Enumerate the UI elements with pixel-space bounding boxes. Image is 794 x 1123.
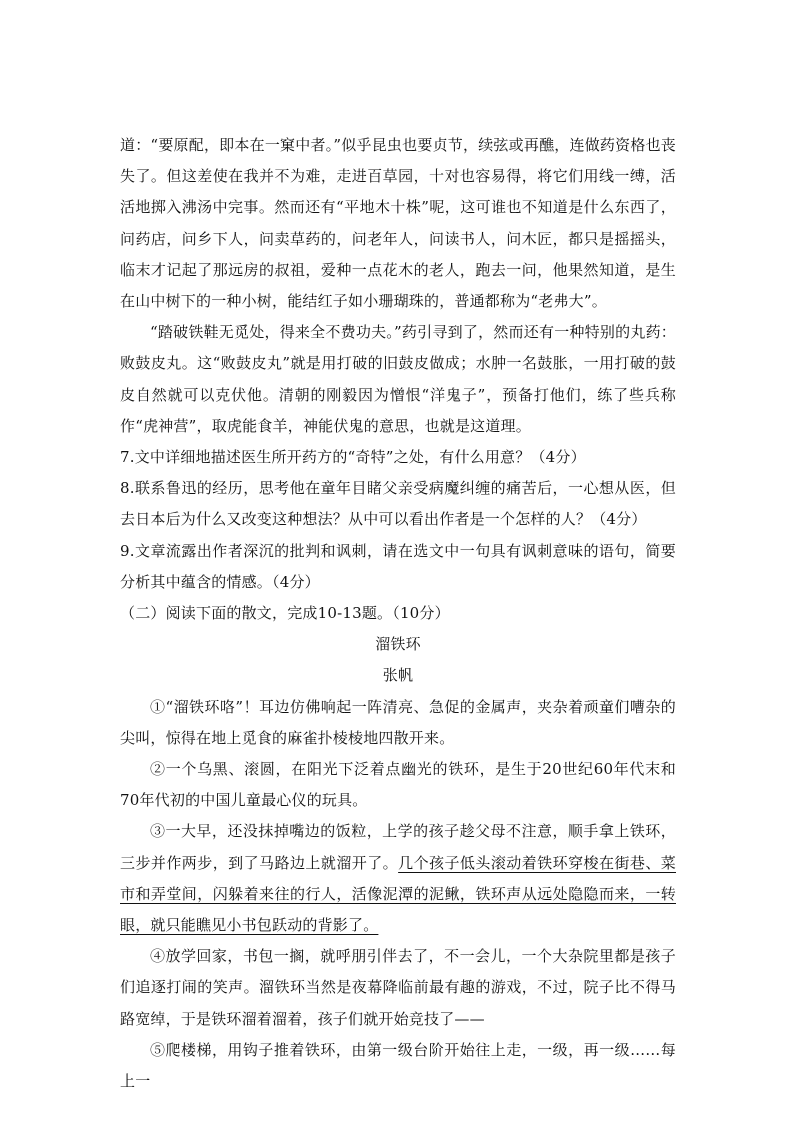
essay-title: 溜铁环: [375, 635, 421, 654]
question-7: 7.文中详细地描述医生所开药方的“奇特”之处，有什么用意？（4分）: [120, 448, 586, 467]
essay-paragraph-2: ②一个乌黑、滚圆，在阳光下泛着点幽光的铁环，是生于20世纪60年代末和70年代初的中国儿童最心仪的玩具。: [120, 760, 676, 810]
page-content: [120, 130, 676, 1097]
question-8: 8.联系鲁迅的经历，思考他在童年目睹父亲受病魔纠缠的痛苦后，一心想从医，但去日本后为什么又改变这种想法？从中可以看出作者是一个怎样的人？（4分）: [120, 479, 676, 529]
essay-paragraph-3-underlined: 几个孩子低头滚动着铁环穿梭在街巷、菜市和弄堂间，闪躲着来往的行人，活像泥潭的泥鳅，铁环声从远处隐隐而来，一转眼，就只能瞧见小书包跃动的背影了。: [120, 853, 676, 935]
essay-paragraph-3: [120, 816, 676, 941]
essay-paragraph-1: ①“溜铁环咯”！耳边仿佛响起一阵清亮、急促的金属声，夹杂着顽童们嘈杂的尖叫，惊得在地上觅食的麻雀扑棱棱地四散开来。: [120, 697, 676, 747]
passage1-paragraph-2: “踏破铁鞋无觅处，得来全不费功夫。”药引寻到了，然而还有一种特别的丸药：败鼓皮丸。这“败鼓皮丸”就是用打破的旧鼓皮做成；水肿一名鼓胀，一用打破的鼓皮自然就可以克伏他。清朝的刚毅因为憎恨“洋鬼子”，预备打他们，练了些兵称作“虎神营”，取虎能食羊，神能伏鬼的意思，也就是这道理。: [120, 323, 676, 435]
section2-heading: （二）阅读下面的散文，完成10-13题。（10分）: [120, 604, 450, 623]
essay-paragraph-5: ⑤爬楼梯，用钩子推着铁环，由第一级台阶开始往上走，一级，再一级……每上一: [120, 1040, 676, 1091]
passage1-paragraph-1: 道：“要原配，即本在一窠中者。”似乎昆虫也要贞节，续弦或再醮，连做药资格也丧失了。但这差使在我并不为难，走进百草园，十对也容易得，将它们用线一缚，活活地掷入沸汤中完事。然而还有“平地木十株”呢，这可谁也不知道是什么东西了，问药店，问乡下人，问卖草药的，问老年人，问读书人，问木匠，都只是摇摇头，临末才记起了那远房的叔祖，爱种一点花木的老人，跑去一问，他果然知道，是生在山中树下的一种小树，能结红子如小珊瑚珠的，普通都称为“老弗大”。: [120, 136, 676, 311]
question-9: 9.文章流露出作者深沉的批判和讽刺，请在选文中一句具有讽刺意味的语句，简要分析其中蕴含的情感。（4分）: [120, 541, 676, 591]
essay-paragraph-4: ④放学回家，书包一搁，就呼朋引伴去了，不一会儿，一个大杂院里都是孩子们追逐打闹的笑声。溜铁环当然是夜幕降临前最有趣的游戏，不过，院子比不得马路宽绰，于是铁环溜着溜着，孩子们就开始竞技了——: [120, 947, 676, 1028]
essay-paragraph-3-plain: ③一大早，还没抹掉嘴边的饭粒，上学的孩子趁父母不注意，顺手拿上铁环，三步并作两步，到了马路边上就溜开了。: [120, 822, 676, 872]
essay-author: 张帆: [382, 666, 414, 685]
